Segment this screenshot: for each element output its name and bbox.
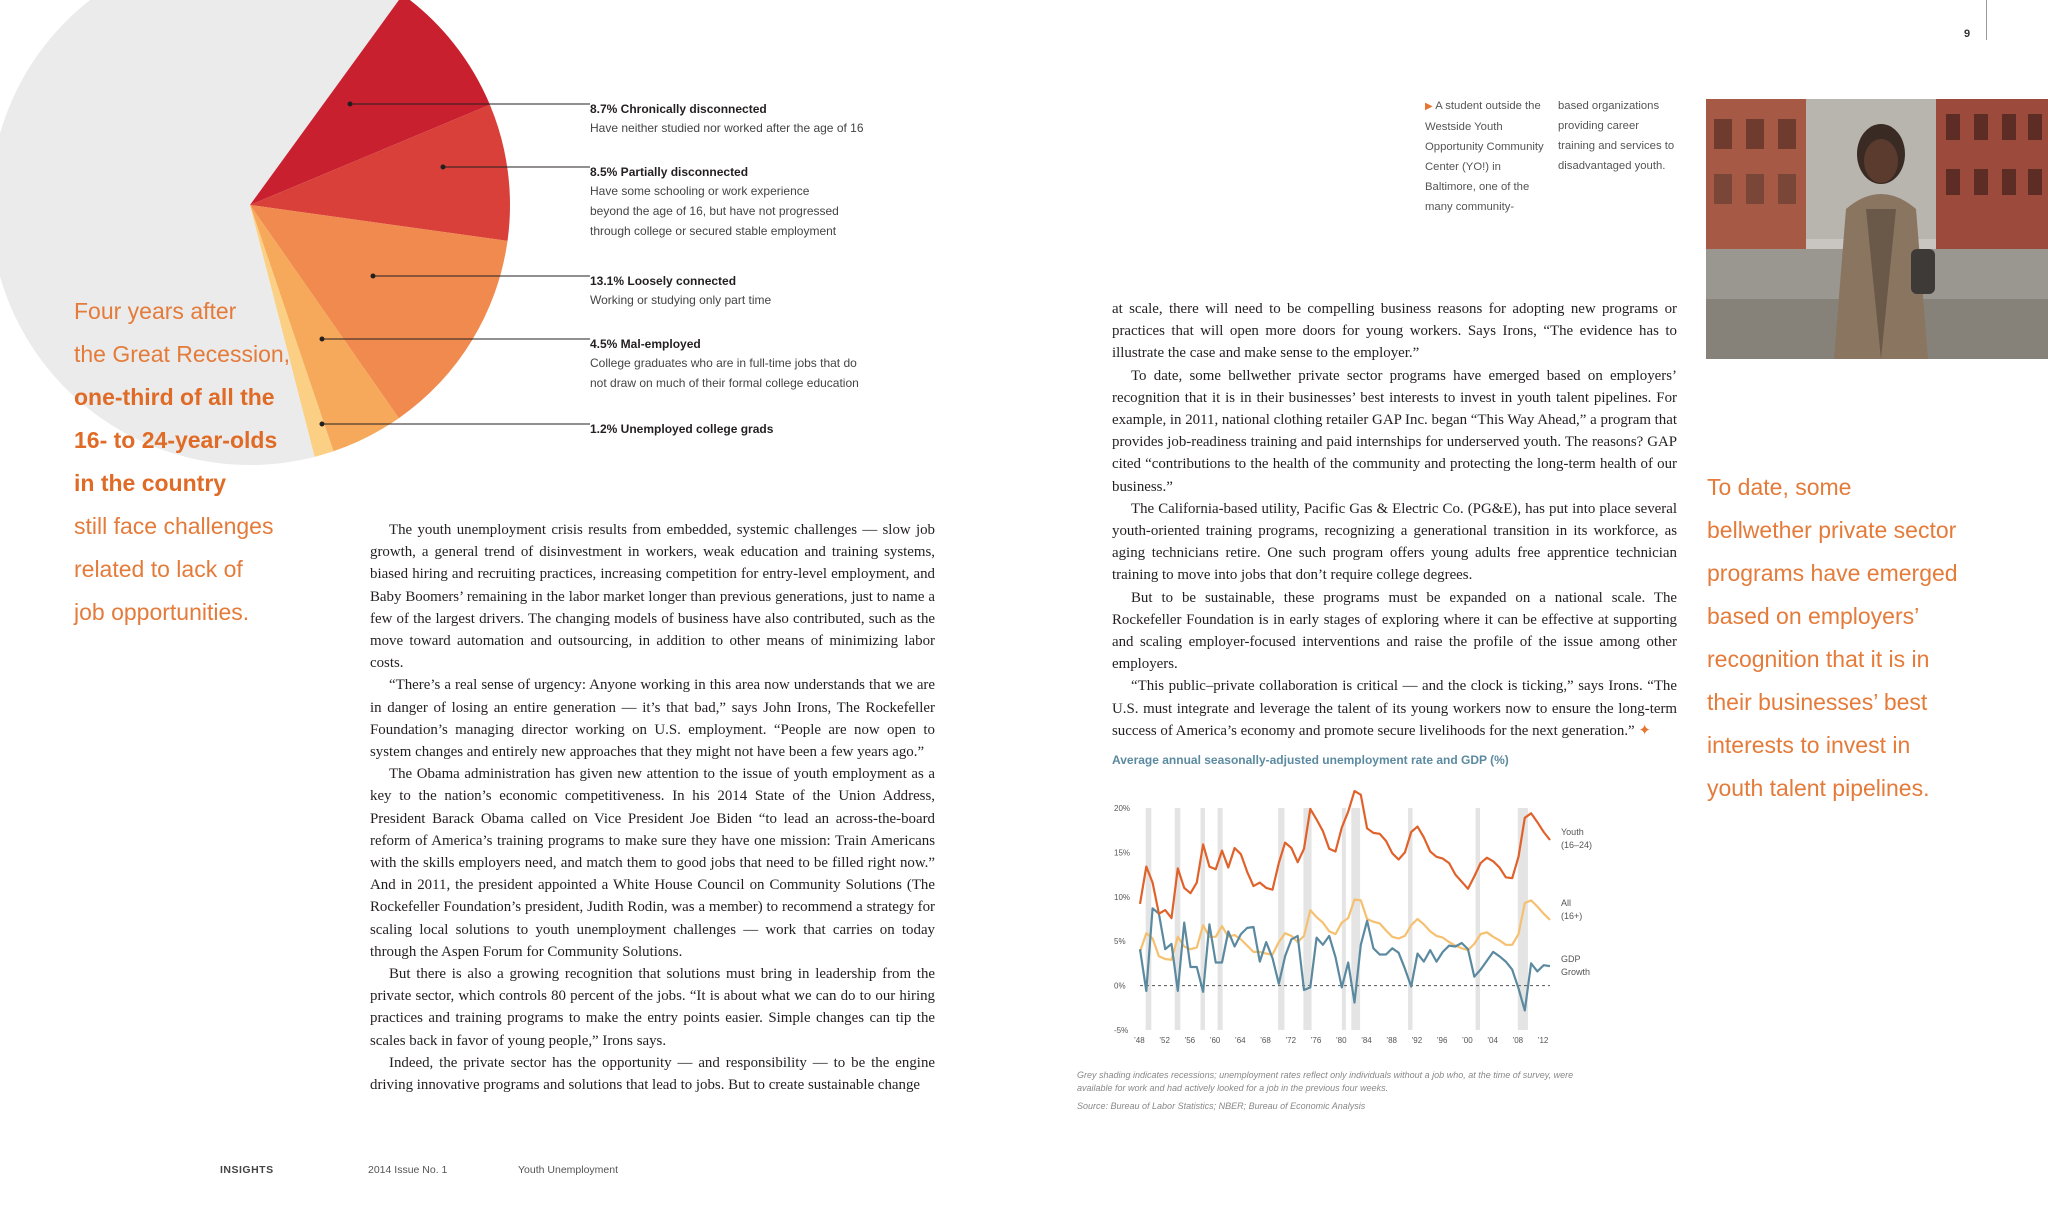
x-tick-label: ’00 — [1462, 1036, 1473, 1045]
body-paragraph: “This public–private collaboration is critical — and the clock is ticking,” says Irons. “The U.S. must integrate and leverage the talent of its young workers now to ensure the long-term success of America’s economy and promote secure livelihoods for the next generation.” ✦ — [1112, 678, 1677, 739]
pie-callout-title: 8.7% Chronically disconnected — [590, 102, 767, 116]
pie-callout — [590, 163, 839, 241]
y-tick-label: 0% — [1114, 981, 1126, 991]
x-tick-label: ’04 — [1487, 1036, 1498, 1045]
caption-col-1: A student outside the Westside Youth Opportunity Community Center (YO!) in Baltimore, one of the many community- — [1425, 100, 1544, 213]
page-bottom — [0, 1140, 2048, 1217]
right-pull-quote — [1707, 466, 1958, 810]
body-paragraph: “There’s a real sense of urgency: Anyone working in this area now understands that we are in danger of losing an entire generation — it’s that bad,” says John Irons, The Rockefeller Foundation’s managing director working on U.S. employment. “People are now open to system changes and entirely new approaches that they might not have been a few years ago.” — [370, 677, 935, 761]
body-paragraph: The Obama administration has given new attention to the issue of youth employment as a key to the nation’s economic competitiveness. In his 2014 State of the Union Address, President Barack Obama called on Vice President Joe Biden “to lead an across-the-board reform of America’s training programs to make sure they have one mission: Train Americans with the skills employers need, and match them to good jobs that need to be filled right now.” And in 2011, the president appointed a White House Council on Community Solutions (The Rockefeller Foundation’s president, Judith Rodin, was a member) to recommend a strategy for scaling local solutions to youth unemployment challenges — work that carries on today through the Aspen Forum for Community Solutions. — [370, 766, 935, 960]
pie-callout-title: 4.5% Mal-employed — [590, 337, 701, 351]
pull-quote-line: the Great Recession, — [74, 341, 291, 367]
pie-callout — [590, 100, 864, 138]
y-tick-label: -5% — [1114, 1026, 1129, 1035]
left-pull-quote — [74, 290, 290, 634]
end-mark-icon: ✦ — [1634, 722, 1651, 739]
recession-band — [1218, 808, 1223, 1030]
pull-quote-line: To date, some — [1707, 474, 1852, 500]
student-photo — [1706, 99, 2048, 359]
page-number-rule — [1986, 0, 1987, 40]
pull-quote-line: bellwether private sector — [1707, 517, 1957, 543]
pie-leader-dot — [441, 165, 445, 169]
x-tick-label: ’80 — [1335, 1036, 1347, 1045]
x-tick-label: ’84 — [1361, 1036, 1372, 1045]
pie-leader-dot — [320, 422, 324, 426]
pull-quote-line: job opportunities. — [74, 599, 250, 625]
x-tick-label: ’64 — [1234, 1036, 1246, 1045]
pie-leader-dot — [320, 337, 324, 341]
x-tick-label: ’72 — [1285, 1036, 1297, 1045]
chart-note: Grey shading indicates recessions; unemployment rates reflect only individuals without a job who, at the time of survey, were available for work and had actively looked for a job in the previous four weeks. — [1077, 1070, 1574, 1093]
x-tick-label: ’88 — [1386, 1036, 1397, 1045]
legend-label: (16+) — [1561, 911, 1583, 921]
pull-quote-line: one-third of all the — [74, 384, 275, 410]
body-paragraph: But to be sustainable, these programs must be expanded on a national scale. The Rockefeller Foundation is in early stages of exploring where it can be effective at supporting and scaling employer-focused interventions and raise the profile of the issue among other employers. — [1112, 589, 1677, 673]
x-tick-label: ’92 — [1411, 1036, 1423, 1045]
x-tick-label: ’60 — [1209, 1036, 1221, 1045]
body-paragraph: But there is also a growing recognition that solutions must bring in leadership from the private sector, which controls 80 percent of the jobs. “It is about what we can do to our hiring practices and training programs to make the entry points easier. Simple changes can tip the scales back in favor of young people,” Irons says. — [370, 966, 935, 1049]
body-paragraph: Indeed, the private sector has the opportunity — and responsibility — to be the engine driving innovative programs and solutions that lead to jobs. But to create sustainable change — [370, 1054, 935, 1094]
legend-label: All — [1561, 898, 1572, 908]
unemployment-gdp-chart — [1105, 790, 1605, 1060]
pull-quote-line: still face challenges — [74, 513, 274, 539]
footer-topic: Youth Unemployment — [518, 1164, 619, 1176]
pull-quote-line: youth talent pipelines. — [1707, 775, 1930, 801]
pie-callout — [590, 272, 771, 310]
pie-callout-desc: beyond the age of 16, but have not progressed — [590, 204, 839, 218]
pie-callout-desc: Have some schooling or work experience — [590, 184, 810, 198]
legend-label: Growth — [1561, 967, 1591, 977]
x-tick-label: ’48 — [1134, 1036, 1145, 1045]
pull-quote-line: interests to invest in — [1707, 732, 1911, 758]
pull-quote-line: 16- to 24-year-olds — [74, 427, 278, 453]
recession-band — [1175, 808, 1181, 1030]
x-tick-label: ’08 — [1512, 1036, 1524, 1045]
pull-quote-line: based on employers’ — [1707, 603, 1920, 629]
y-tick-label: 5% — [1114, 937, 1126, 947]
left-body-text — [370, 519, 935, 1096]
y-tick-label: 10% — [1114, 892, 1131, 902]
legend-label: GDP — [1561, 954, 1581, 964]
chart-source: Source: Bureau of Labor Statistics; NBER; Bureau of Economic Analysis — [1077, 1101, 1366, 1111]
pull-quote-line: in the country — [74, 470, 227, 496]
recession-band — [1278, 808, 1284, 1030]
pie-callout-desc: Have neither studied nor worked after the age of 16 — [590, 121, 864, 135]
y-tick-label: 15% — [1114, 848, 1131, 858]
x-tick-label: ’12 — [1537, 1036, 1549, 1045]
recession-band — [1146, 808, 1152, 1030]
pie-callout — [590, 335, 859, 393]
body-paragraph: The California-based utility, Pacific Gas & Electric Co. (PG&E), has put into place several youth-oriented training programs, recognizing a generational transition in its workforce, as aging technicians retire. One such program offers young adults free apprentice technician training to move into jobs that don’t require college degrees. — [1112, 500, 1677, 584]
caption-marker-icon: ▶ — [1425, 101, 1433, 112]
pull-quote-line: related to lack of — [74, 556, 243, 582]
legend-label: (16–24) — [1561, 840, 1593, 850]
pie-callout-title: 1.2% Unemployed college grads — [590, 422, 774, 436]
pie-callout-title: 13.1% Loosely connected — [590, 274, 737, 288]
chart-title: Average annual seasonally-adjusted unemployment rate and GDP (%) — [1112, 753, 1509, 767]
body-paragraph: at scale, there will need to be compelling business reasons for adopting new programs or practices that will open more doors for young workers. Says Irons, “The evidence has to illustrate the case and make sense to the employer.” — [1112, 301, 1677, 362]
pull-quote-line: Four years after — [74, 298, 237, 324]
legend-label: Youth — [1561, 827, 1584, 837]
recession-band — [1476, 808, 1480, 1030]
caption-col-2: based organizations providing career training and services to disadvantaged youth. — [1558, 100, 1675, 172]
body-paragraph: To date, some bellwether private sector programs have emerged based on employers’ recognition that it is in their businesses’ best interests to invest in youth talent pipelines. For example, in 2011, national clothing retailer GAP Inc. began “This Way Ahead,” a program that provides job-readiness training and paid internships for underserved youth. The reasons? GAP cited “contributions to the health of the community and protecting the long-term health of our business.” — [1112, 367, 1677, 495]
pull-quote-line: recognition that it is in — [1707, 646, 1930, 672]
x-tick-label: ’68 — [1260, 1036, 1271, 1045]
pie-callout — [590, 420, 773, 438]
footer-issue: 2014 Issue No. 1 — [368, 1164, 448, 1176]
pie-callout-desc: through college or secured stable employment — [590, 224, 837, 238]
pie-callout-desc: not draw on much of their formal college education — [590, 376, 859, 390]
x-tick-label: ’76 — [1310, 1036, 1322, 1045]
y-tick-label: 20% — [1114, 804, 1131, 813]
body-paragraph: The youth unemployment crisis results from embedded, systemic challenges — slow job growth, a general trend of disinvestment in workers, weak education and training systems, biased hiring and recruiting practices, increasing competition for entry-level employment, and Baby Boomers’ remaining in the labor market longer than previous generations, just to name a few of the largest drivers. The changing models of business have also contributed, such as the move toward automation and outsourcing, in addition to other means of minimizing labor costs. — [370, 522, 935, 672]
pie-leader-dot — [371, 274, 375, 278]
pie-leader-dot — [348, 102, 352, 106]
x-tick-label: ’96 — [1436, 1036, 1448, 1045]
page-number: 9 — [1964, 28, 1971, 40]
pie-callout-desc: Working or studying only part time — [590, 293, 772, 307]
pull-quote-line: programs have emerged — [1707, 560, 1958, 586]
recession-band — [1201, 808, 1205, 1030]
footer-brand: INSIGHTS — [220, 1164, 274, 1176]
x-tick-label: ’56 — [1184, 1036, 1196, 1045]
x-tick-label: ’52 — [1159, 1036, 1170, 1045]
pie-callout-desc: College graduates who are in full-time jobs that do — [590, 356, 857, 370]
right-body-text — [1112, 298, 1677, 742]
pull-quote-line: their businesses’ best — [1707, 689, 1928, 715]
pie-callout-title: 8.5% Partially disconnected — [590, 165, 749, 179]
